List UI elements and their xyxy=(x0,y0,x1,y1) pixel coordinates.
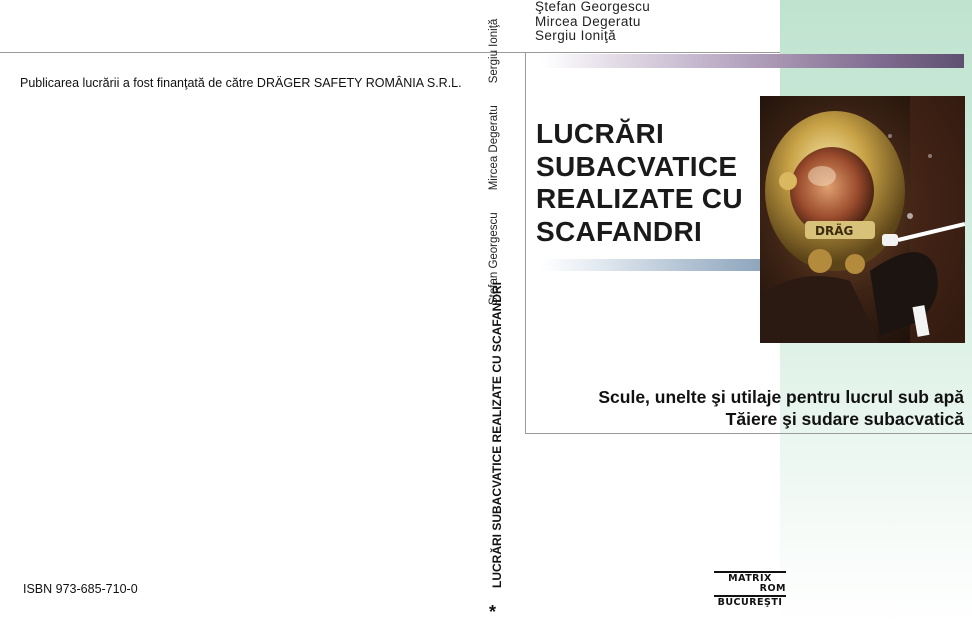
front-author-2: Mircea Degeratu xyxy=(535,13,641,29)
decorative-bar-middle xyxy=(542,259,760,271)
title-line-1: LUCRĂRI xyxy=(536,118,665,149)
diver-photo xyxy=(760,96,965,343)
spine-author-2: Mircea Degeratu xyxy=(488,105,500,191)
diver-illustration xyxy=(760,96,965,343)
publisher-logo xyxy=(714,571,786,608)
front-author-3: Sergiu Ioniţă xyxy=(535,28,616,43)
svg-text:DRÄG: DRÄG xyxy=(815,224,854,238)
front-author-1: Ştefan Georgescu xyxy=(535,0,651,14)
front-authors xyxy=(535,0,650,44)
isbn: ISBN 973-685-710-0 xyxy=(23,582,138,596)
title-line-2: SUBACVATICE xyxy=(536,150,738,182)
publisher-logo-line-3: BUCUREŞTI xyxy=(717,597,783,608)
book-title xyxy=(536,118,766,248)
publisher-logo-line-1: MATRIX xyxy=(714,571,786,584)
spine-author-3: Sergiu Ioniţă xyxy=(488,18,500,84)
subtitle-line-2: Tăiere şi sudare subacvatică xyxy=(725,409,964,429)
book-subtitle xyxy=(598,386,964,430)
funding-note: Publicarea lucrării a fost finanţată de către DRÄGER SAFETY ROMÂNIA S.R.L. xyxy=(20,76,462,90)
publisher-logo-line-2: ROM xyxy=(714,584,786,597)
subtitle-line-1: Scule, unelte şi utilaje pentru lucrul sub apă xyxy=(598,387,964,407)
decorative-bar-top xyxy=(542,54,964,68)
spine-star-mark: * xyxy=(489,602,497,622)
spine-author-1: Ştefan Georgescu xyxy=(488,212,500,305)
title-line-3: REALIZATE CU xyxy=(536,183,743,214)
title-line-4: SCAFANDRI xyxy=(536,215,703,247)
spine-title-text: LUCRĂRI SUBACVATICE REALIZATE CU SCAFANDRI xyxy=(490,282,504,588)
